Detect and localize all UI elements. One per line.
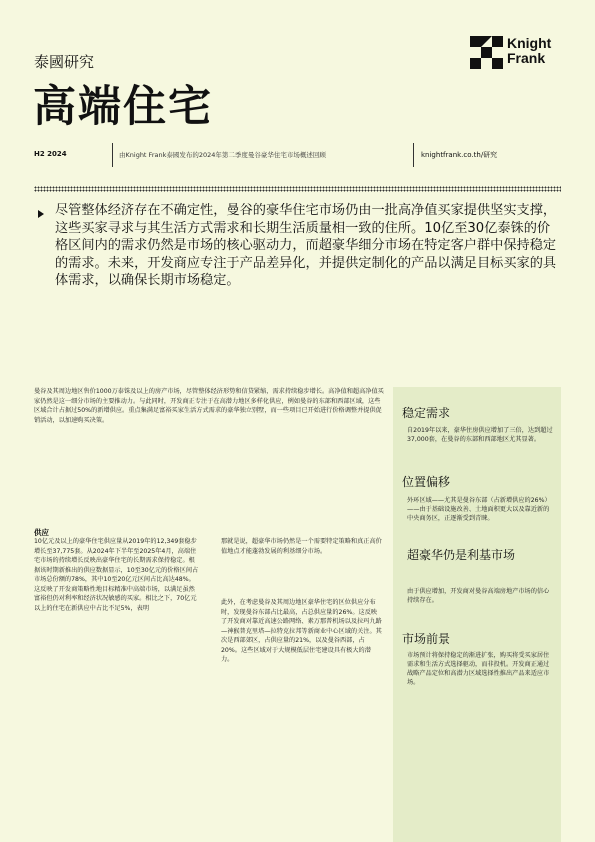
divider — [413, 143, 414, 167]
supply-heading: 供应 — [34, 528, 49, 537]
logo-word-knight: Knight — [507, 35, 552, 51]
bullet-arrow-icon — [38, 210, 44, 218]
page-title: 高端住宅 — [33, 82, 213, 132]
divider — [112, 143, 113, 167]
logo-word-frank: Frank — [507, 50, 546, 66]
report-subtitle: 由Knight Frank泰國发布的2024年第二季度曼谷豪华住宅市场概述回顾 — [119, 151, 326, 159]
supply-column-2b: 此外，在考虑曼谷及其周边地区豪华住宅的区位供应分布时，发现曼谷东部占比最高，占总供应量的26%。这反映了开发商对靠近高速公路网络、素万那普机场以及拉玛九路—神猴普克里塔—拉特克拉邦等新商业中心区域的关注。其次是西部郊区，占供应量的21%，以及曼谷西部，占20%。这些区域对于大规模低层住宅建设具有极大的潜力。 — [221, 599, 382, 663]
report-period: H2 2024 — [34, 150, 67, 158]
lead-paragraph: 尽管整体经济存在不确定性，曼谷的豪华住宅市场仍由一批高净值买家提供坚实支撑，这些买家寻求与其生活方式需求和长期生活质量相一致的住所。10亿至30亿泰铢的价格区间内的需求仍然是市场的核心驱动力，而超豪华细分市场在特定客户群中保持稳定的需求。未来，开发商应专注于产品差异化，并提供定制化的产品以满足目标买家的具体需求，以确保长期市场稳定。 — [55, 203, 557, 288]
finding-heading: 稳定需求 — [402, 406, 451, 420]
website-link[interactable]: knightfrank.co.th/研究 — [421, 151, 498, 159]
finding-text: 市场预计将保持稳定的渐进扩张，购买将受买家居住需求和生活方式选择驱动，而非投机。开发商正通过战略产品定位和高潜力区域选择性推出产品来适应市场。 — [407, 652, 550, 686]
key-findings-sidebar — [393, 387, 561, 842]
finding-text: 外环区域——尤其是曼谷东部（占新增供应的26%）——由于基础设施改善、土地面积更大以及靠近新的中央商务区，正逐渐受到青睐。 — [407, 497, 551, 522]
dotted-separator — [34, 186, 561, 192]
series-label: 泰國研究 — [34, 53, 95, 71]
supply-column-2a: 那就是说，超豪华市场仍然是一个需要特定策略和真正高价值地点才能蓬勃发展的利基细分市场。 — [221, 538, 382, 555]
finding-text: 由于供应增加，开发商对曼谷高端房地产市场的信心持续存在。 — [407, 588, 550, 604]
finding-heading: 市场前景 — [402, 632, 451, 646]
logo-mark-icon — [470, 36, 504, 70]
intro-paragraph: 曼谷及其周边地区售价1000万泰铢及以上的房产市场，尽管整体经济形势和信贷紧缩，需求持续稳步增长。高净值和超高净值买家仍然是这一细分市场的主要推动力。与此同时，开发商正专注于在高潜力地区多样化供应，例如曼谷的东部和西部区域，这些区域合计占据过50%的新增供应。重点集满足富裕买家生活方式需求的豪华独立别墅，而一些项目已开始进行价格调整并提供促销活动，以加速购买决策。 — [34, 388, 384, 424]
finding-heading: 位置偏移 — [402, 475, 451, 489]
knight-frank-logo — [470, 36, 560, 70]
finding-text: 自2019年以来，豪华住房供应增加了三倍，达到超过37,000套，在曼谷的东部和西部地区尤其显著。 — [407, 427, 553, 443]
supply-column-1: 10亿元及以上的豪华住宅供应量从2019年的12,349套稳步增长至37,775套。从2024年下半年至2025年4月，高端住宅市场的持续增长反映出豪华住宅的长期需求保持稳定。根据该时期新推出的供应数据显示，10至30亿元的价格区间占市场总份额的78%，其中10至20亿元区间占比高达48%。这反映了开发商策略性地目标精准中高端市场，以满足虽然富裕但仍对利率和经济状况敏感的买家。相比之下，70亿元以上的住宅在新供应中占比不足5%，表明 — [34, 538, 199, 612]
finding-heading: 超豪华仍是利基市场 — [407, 548, 516, 562]
